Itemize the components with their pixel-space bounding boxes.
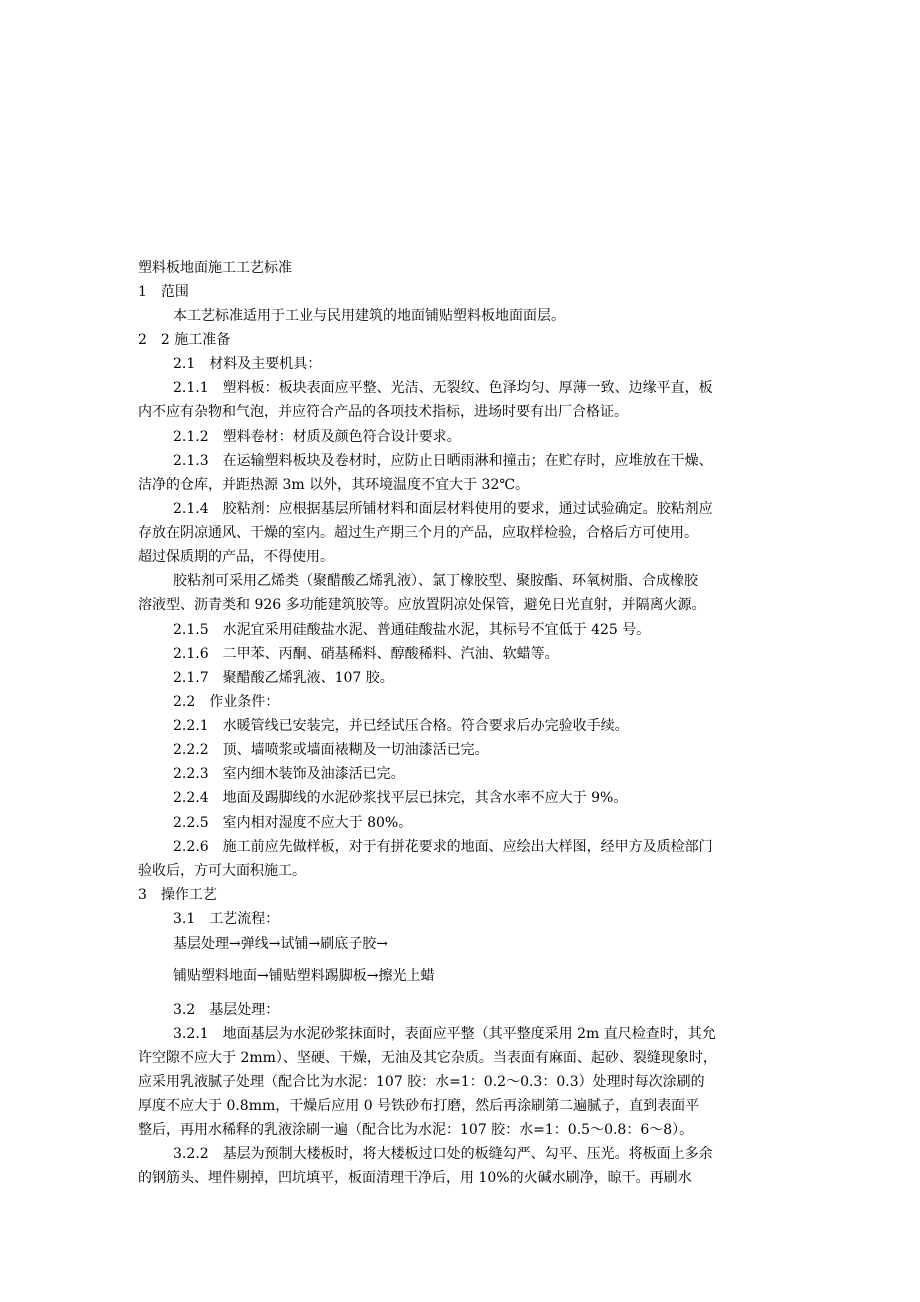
paragraph-line: 2.1.7 聚醋酸乙烯乳液、107 胶。 (173, 670, 394, 686)
subsection-heading: 3.1 工艺流程： (173, 911, 280, 927)
paragraph-line: 胶粘剂可采用乙烯类（聚醋酸乙烯乳液）、氯丁橡胶型、聚胺酯、环氧树脂、合成橡胶 (173, 573, 698, 589)
paragraph-line: 2.2.1 水暖管线已安装完，并已经试压合格。符合要求后办完验收手续。 (173, 718, 629, 734)
paragraph-line: 2.2.2 顶、墙喷浆或墙面裱糊及一切油漆活已完。 (173, 742, 489, 758)
process-flow-line: 铺贴塑料地面→铺贴塑料踢脚板→擦光上蜡 (173, 968, 435, 984)
paragraph-line: 超过保质期的产品，不得使用。 (138, 549, 334, 565)
paragraph-line: 洁净的仓库，并距热源 3m 以外，其环境温度不宜大于 32℃。 (138, 477, 530, 493)
document-title: 塑料板地面施工工艺标准 (138, 260, 292, 276)
paragraph-line: 验收后，方可大面积施工。 (138, 863, 306, 879)
subsection-heading: 2.1 材料及主要机具： (173, 356, 322, 372)
paragraph-line: 2.1.2 塑料卷材：材质及颜色符合设计要求。 (173, 429, 461, 445)
paragraph-line: 溶液型、沥青类和 926 多功能建筑胶等。应放置阴凉处保管，避免日光直射，并隔离火源。 (138, 597, 706, 613)
subsection-heading: 2.2 作业条件： (173, 694, 280, 710)
paragraph-line: 2.1.6 二甲苯、丙酮、硝基稀料、醇酸稀料、汽油、软蜡等。 (173, 646, 559, 662)
paragraph-line: 3.2.1 地面基层为水泥砂浆抹面时，表面应平整（其平整度采用 2m 直尺检查时，其允 (173, 1026, 716, 1042)
paragraph-line: 厚度不应大于 0.8mm，干燥后应用 0 号铁砂布打磨，然后再涂刷第二遍腻子，直到表面平 (138, 1098, 700, 1114)
paragraph-line: 2.2.3 室内细木装饰及油漆活已完。 (173, 766, 405, 782)
process-flow-line: 基层处理→弹线→试铺→刷底子胶→ (173, 936, 388, 952)
paragraph-line: 应采用乳液腻子处理（配合比为水泥：107 胶：水=1：0.2～0.3：0.3）处理时每次涂刷的 (138, 1074, 705, 1090)
paragraph-line: 2.1.5 水泥宜采用硅酸盐水泥、普通硅酸盐水泥，其标号不宜低于 425 号。 (173, 622, 651, 638)
paragraph-line: 3.2.2 基层为预制大楼板时，将大楼板过口处的板缝勾严、勾平、压光。将板面上多余 (173, 1146, 713, 1162)
paragraph-line: 整后，再用水稀释的乳液涂刷一遍（配合比为水泥：107 胶：水=1：0.5～0.8：6～8）。 (138, 1122, 694, 1138)
section-heading: 1 范围 (138, 284, 189, 300)
subsection-heading: 3.2 基层处理： (173, 1002, 280, 1018)
paragraph-line: 2.1.4 胶粘剂：应根据基层所铺材料和面层材料使用的要求，通过试验确定。胶粘剂应 (173, 501, 713, 517)
section-heading: 3 操作工艺 (138, 887, 217, 903)
paragraph-line: 的钢筋头、埋件剔掉，凹坑填平，板面清理干净后，用 10%的火碱水刷净，晾干。再刷水 (138, 1170, 692, 1186)
paragraph-line: 2.2.4 地面及踢脚线的水泥砂浆找平层已抹完，其含水率不应大于 9%。 (173, 790, 628, 806)
paragraph-line: 2.2.6 施工前应先做样板，对于有拼花要求的地面、应绘出大样图，经甲方及质检部门 (173, 839, 713, 855)
paragraph-line: 许空隙不应大于 2mm）、坚硬、干燥，无油及其它杂质。当表面有麻面、起砂、裂缝现象时， (138, 1050, 717, 1066)
paragraph-line: 2.1.3 在运输塑料板块及卷材时，应防止日晒雨淋和撞击；在贮存时，应堆放在干燥、 (173, 453, 713, 469)
paragraph-line: 本工艺标准适用于工业与民用建筑的地面铺贴塑料板地面面层。 (173, 308, 565, 324)
section-heading: 2 2 施工准备 (138, 332, 231, 348)
paragraph-line: 内不应有杂物和气泡，并应符合产品的各项技术指标，进场时要有出厂合格证。 (138, 404, 628, 420)
paragraph-line: 2.2.5 室内相对湿度不应大于 80%。 (173, 815, 413, 831)
paragraph-line: 2.1.1 塑料板：板块表面应平整、光洁、无裂纹、色泽均匀、厚薄一致、边缘平直，板 (173, 380, 713, 396)
paragraph-line: 存放在阴凉通风、干燥的室内。超过生产期三个月的产品，应取样检验，合格后方可使用。 (138, 525, 698, 541)
